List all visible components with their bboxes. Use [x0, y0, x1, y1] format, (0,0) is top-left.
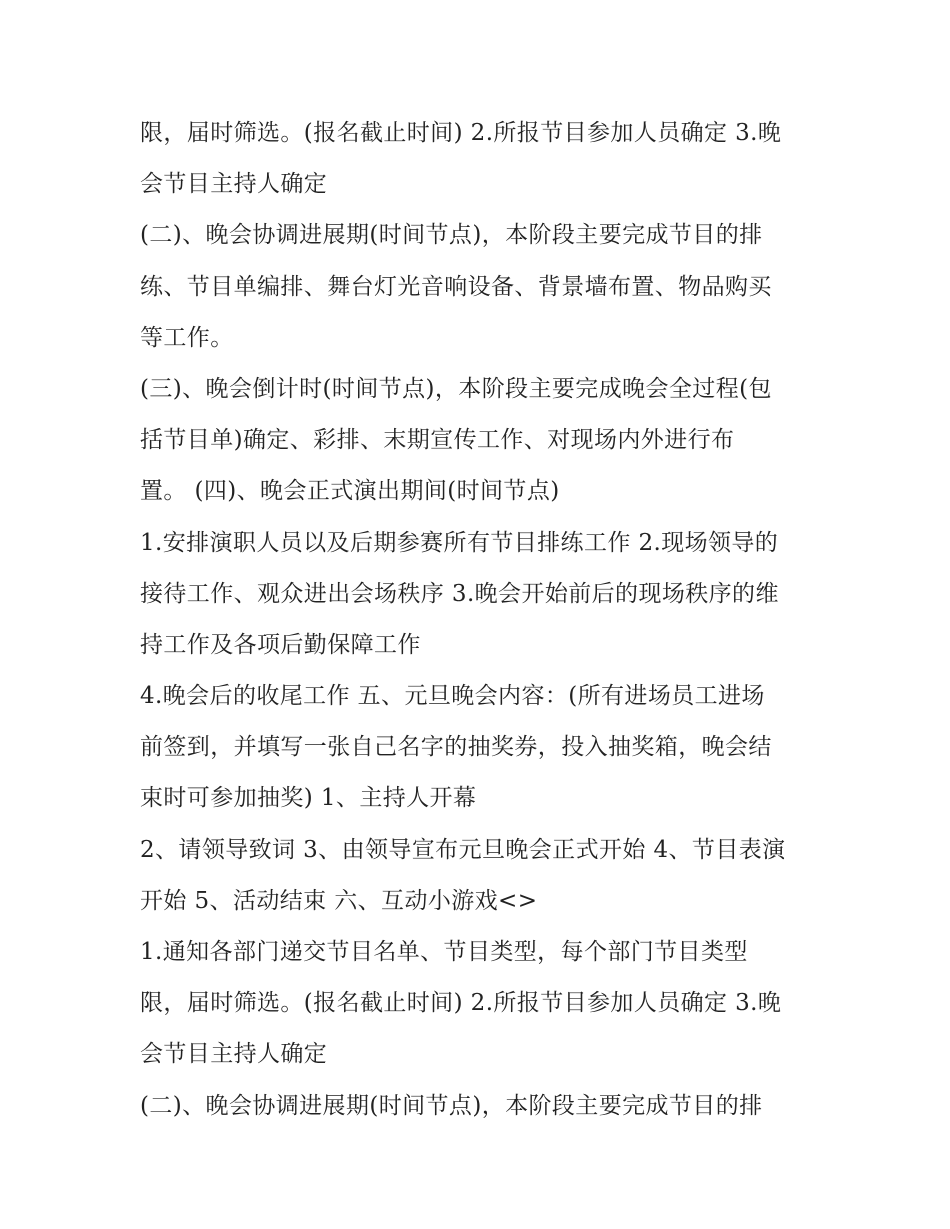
text-line: 接待工作、观众进出会场秩序 3.晚会开始前后的现场秩序的维: [140, 580, 779, 607]
text-line: 限，届时筛选。(报名截止时间) 2.所报节目参加人员确定 3.晚: [140, 120, 782, 146]
text-line: 开始 5、活动结束 六、互动小游戏<>: [140, 887, 538, 914]
text-line: (三)、晚会倒计时(时间节点)，本阶段主要完成晚会全过程(包: [140, 375, 772, 402]
text-line: 束时可参加抽奖) 1、主持人开幕: [140, 785, 477, 812]
text-line: 括节目单)确定、彩排、末期宣传工作、对现场内外进行布: [140, 427, 735, 454]
text-line: 1.安排演职人员以及后期参赛所有节目排练工作 2.现场领导的: [140, 529, 779, 556]
document-body: [140, 108, 830, 1132]
text-line: (二)、晚会协调进展期(时间节点)，本阶段主要完成节目的排: [140, 1092, 763, 1119]
text-line: 置。 (四)、晚会正式演出期间(时间节点): [140, 478, 560, 505]
text-line: 4.晚会后的收尾工作 五、元旦晚会内容：(所有进场员工进场: [140, 683, 765, 710]
text-line: 1.通知各部门递交节目名单、节目类型，每个部门节目类型: [140, 939, 748, 965]
text-line: 会节目主持人确定: [140, 171, 328, 198]
text-line: 持工作及各项后勤保障工作: [140, 631, 421, 658]
text-line: 2、请领导致词 3、由领导宣布元旦晚会正式开始 4、节目表演: [140, 836, 786, 863]
text-line: 限，届时筛选。(报名截止时间) 2.所报节目参加人员确定 3.晚: [140, 990, 782, 1017]
text-line: 练、节目单编排、舞台灯光音响设备、背景墙布置、物品购买: [140, 273, 772, 300]
text-line: 前签到，并填写一张自己名字的抽奖券，投入抽奖箱，晚会结: [140, 734, 772, 761]
text-line: (二)、晚会协调进展期(时间节点)，本阶段主要完成节目的排: [140, 222, 763, 249]
text-line: 等工作。: [140, 324, 234, 351]
text-line: 会节目主持人确定: [140, 1041, 328, 1068]
